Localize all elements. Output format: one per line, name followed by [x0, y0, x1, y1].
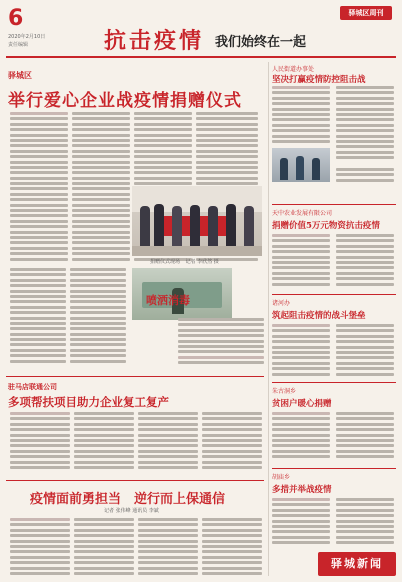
- right-story-3-headline: 筑起阻击疫情的战斗堡垒: [272, 311, 366, 321]
- donation-ceremony-photo: [132, 186, 262, 256]
- lower-left-kicker: 驻马店联通公司: [8, 383, 57, 391]
- right-story-5: [272, 472, 396, 550]
- main-story-col-2: [72, 112, 130, 262]
- right-story-2-headline: 捐赠价值5万元物资抗击疫情: [272, 221, 380, 231]
- lower-left-headline: 多项帮扶项目助力企业复工复产: [8, 395, 169, 409]
- bottom-col-1: [10, 518, 70, 578]
- right-story-1: [272, 62, 396, 168]
- main-kicker: 驿城区: [8, 71, 32, 80]
- right-story-4-headline: 贫困户暖心捐赠: [272, 399, 332, 409]
- header-rule: [6, 56, 396, 58]
- right-story-2-kicker: 天中农业发展有限公司: [272, 210, 333, 217]
- footer-badge: [318, 552, 396, 576]
- footer-badge-text: 驿城新闻: [331, 557, 383, 570]
- banner-title: 抗击疫情: [104, 28, 205, 54]
- lower-left-col-4: [202, 412, 262, 474]
- photo-caption-text: 捐赠仪式现场: [150, 259, 181, 265]
- page-header: [0, 0, 402, 60]
- right-story-2: [272, 208, 396, 292]
- right-rule-2: [272, 204, 396, 205]
- page-number: 6: [8, 6, 24, 31]
- poem-body: [178, 318, 264, 372]
- column-divider: [268, 62, 269, 576]
- main-story-col-6: [70, 268, 126, 368]
- poem-title: 喷洒消毒: [146, 294, 190, 307]
- right-story-4: [272, 386, 396, 466]
- bottom-col-3: [138, 518, 198, 578]
- banner-subtitle: 我们始终在一起: [215, 35, 307, 50]
- brand-logo: [340, 6, 392, 20]
- main-story-col-5: [10, 268, 66, 368]
- right-story-3-kicker: 诸河办: [272, 300, 291, 307]
- bottom-byline: 记者 张伟峰 通讯员 李斌: [104, 508, 159, 514]
- photo-caption: [150, 258, 219, 265]
- right-rule-3: [272, 294, 396, 295]
- right-story-5-headline: 多措并举战疫情: [272, 485, 332, 495]
- photo-credit: 记者 李欣然 摄: [185, 259, 219, 265]
- bottom-rule: [6, 480, 264, 481]
- brand-logo-text: 驿城区周刊: [348, 9, 384, 17]
- right-rule-4: [272, 382, 396, 383]
- right-story-5-kicker: 胡庙乡: [272, 474, 291, 481]
- right-story-4-kicker: 朱古洞乡: [272, 388, 297, 395]
- main-story-col-1: [10, 112, 68, 262]
- right-story-1-headline: 坚决打赢疫情防控阻击战: [272, 75, 366, 85]
- bottom-headline: 疫情面前勇担当 逆行而上保通信: [30, 492, 226, 507]
- lower-left-col-2: [74, 412, 134, 474]
- editor-line: 责任编辑: [8, 42, 29, 48]
- poem-box: [128, 268, 264, 372]
- lower-left-col-3: [138, 412, 198, 474]
- right-story-1-photo: [272, 148, 330, 182]
- right-story-1-kicker: 人民街道办事处: [272, 66, 315, 73]
- right-story-3: [272, 298, 396, 380]
- lower-left-col-1: [10, 412, 70, 474]
- bottom-col-4: [202, 518, 262, 578]
- main-headline: 举行爱心企业战疫情捐赠仪式: [8, 91, 242, 111]
- bottom-col-2: [74, 518, 134, 578]
- date-line: 2020年2月10日: [8, 34, 46, 40]
- right-rule-5: [272, 468, 396, 469]
- lower-left-rule: [6, 376, 264, 377]
